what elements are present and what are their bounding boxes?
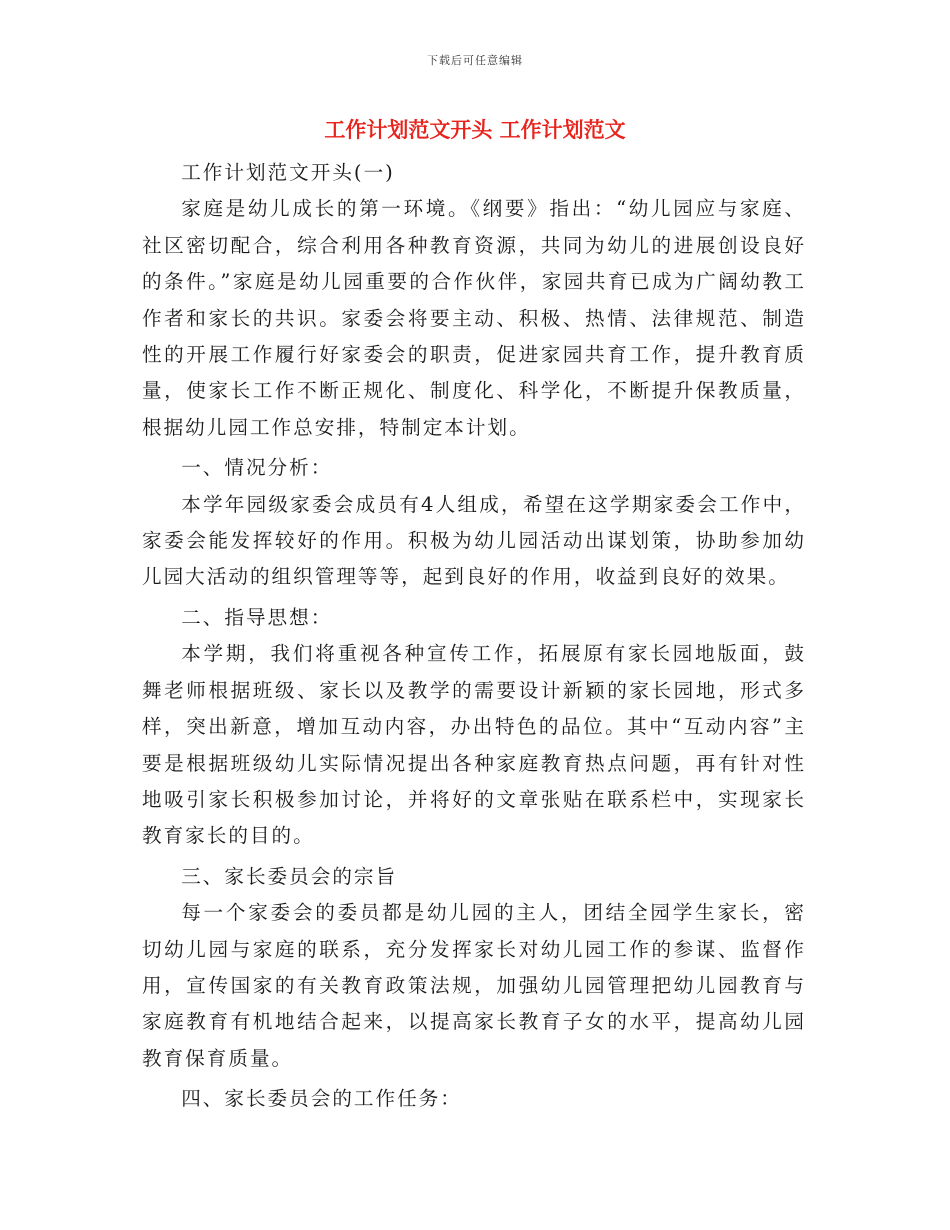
header-note: 下载后可任意编辑 bbox=[427, 54, 523, 67]
section-subtitle: 工作计划范文开头(一) bbox=[181, 161, 395, 184]
heading-committee-tasks: 四、家长委员会的工作任务： bbox=[181, 1087, 462, 1111]
document-title: 工作计划范文开头 工作计划范文 bbox=[324, 118, 626, 142]
paragraph-guiding: 本学期，我们将重视各种宣传工作，拓展原有家长园地版面，鼓舞老师根据班级、家长以及教学的需要设计新颖的家长园地，形式多样，突出新意，增加互动内容，办出特色的品位。其中“互动内容”主要是根据班级幼儿实际情况提出各种家庭教育热点问题，再有针对性地吸引家长积极参加讨论，并将好的文章张贴在联系栏中，实现家长教育家长的目的。 bbox=[142, 642, 806, 848]
document-body bbox=[142, 155, 806, 1118]
paragraph-intro: 家庭是幼儿成长的第一环境。《纲要》指出：“幼儿园应与家庭、社区密切配合，综合利用各种教育资源，共同为幼儿的进展创设良好的条件。”家庭是幼儿园重要的合作伙伴，家园共育已成为广阔幼教工作者和家长的共识。家委会将要主动、积极、热情、法律规范、制造性的开展工作履行好家委会的职责，促进家园共育工作，提升教育质量，使家长工作不断正规化、制度化、科学化，不断提升保教质量，根据幼儿园工作总安排，特制定本计划。 bbox=[142, 197, 806, 439]
paragraph-situation: 本学年园级家委会成员有4人组成，希望在这学期家委会工作中，家委会能发挥较好的作用。积极为幼儿园活动出谋划策，协助参加幼儿园大活动的组织管理等等，起到良好的作用，收益到良好的效果。 bbox=[142, 492, 806, 589]
heading-situation-analysis: 一、情况分析： bbox=[181, 456, 333, 480]
paragraph-purpose: 每一个家委会的委员都是幼儿园的主人，团结全园学生家长，密切幼儿园与家庭的联系，充分发挥家长对幼儿园工作的参谋、监督作用，宣传国家的有关教育政策法规，加强幼儿园管理把幼儿园教育与家庭教育有机地结合起来，以提高家长教育子女的水平，提高幼儿园教育保育质量。 bbox=[142, 901, 806, 1070]
heading-committee-purpose: 三、家长委员会的宗旨 bbox=[181, 864, 398, 888]
heading-guiding-ideology: 二、指导思想： bbox=[181, 605, 333, 629]
